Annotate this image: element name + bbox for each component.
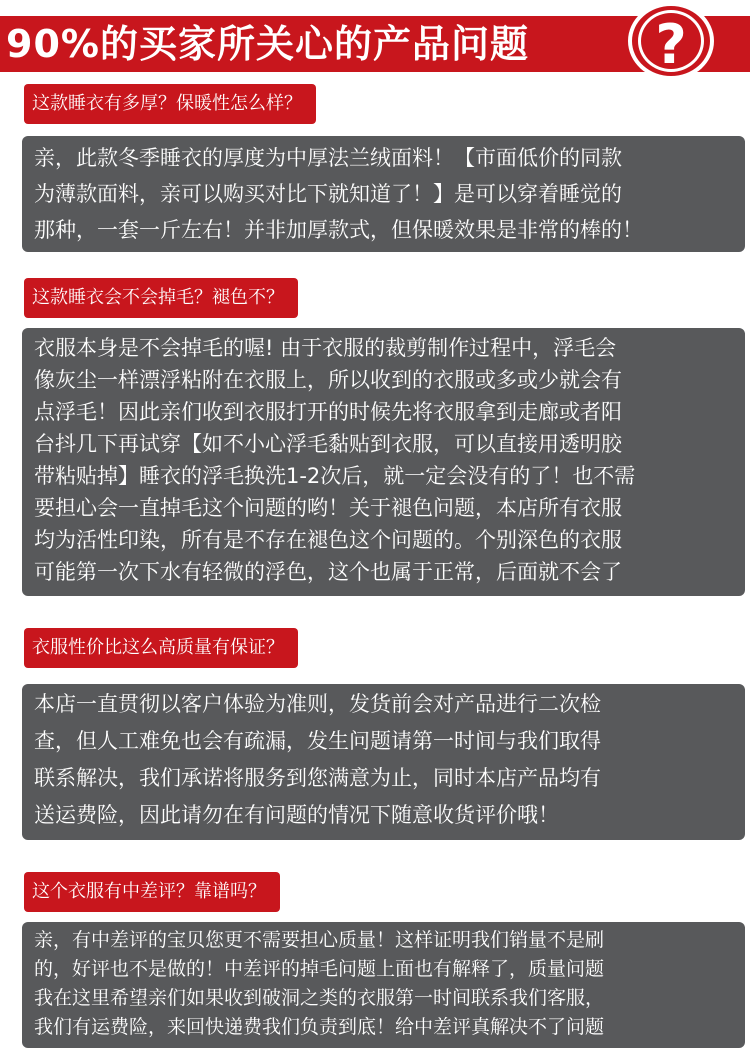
answer-line: 查，但人工难免也会有疏漏，发生问题请第一时间与我们取得	[34, 729, 601, 753]
answer-line: 的，好评也不是做的！中差评的掉毛问题上面也有解释了，质量问题	[34, 958, 605, 980]
answer-line: 衣服本身是不会掉毛的喔! 由于衣服的裁剪制作过程中，浮毛会	[34, 336, 617, 360]
question-mark-icon	[628, 2, 714, 80]
page-title: 90%的买家所关心的产品问题	[6, 22, 529, 66]
answer-line: 像灰尘一样漂浮粘附在衣服上，所以收到的衣服或多或少就会有	[34, 368, 622, 392]
faq-question-4: 这个衣服有中差评？靠谱吗？	[24, 872, 280, 912]
page-header	[0, 0, 750, 84]
answer-line: 台抖几下再试穿【如不小心浮毛黏贴到衣服，可以直接用透明胶	[34, 432, 622, 456]
answer-line: 为薄款面料，亲可以购买对比下就知道了！】是可以穿着睡觉的	[34, 182, 622, 206]
answer-line: 联系解决，我们承诺将服务到您满意为止，同时本店产品均有	[34, 766, 601, 790]
faq-question-3: 衣服性价比这么高质量有保证？	[24, 628, 298, 668]
faq-question-1: 这款睡衣有多厚？保暖性怎么样？	[24, 84, 316, 124]
question-mark-glyph: ?	[638, 10, 704, 72]
faq-answer-4	[22, 922, 745, 1048]
answer-line: 我们有运费险，来回快递费我们负责到底！给中差评真解决不了问题	[34, 1016, 605, 1038]
faq-answer-1	[22, 136, 745, 252]
answer-line: 送运费险，因此请勿在有问题的情况下随意收货评价哦！	[34, 803, 559, 827]
answer-line: 亲，有中差评的宝贝您更不需要担心质量！这样证明我们销量不是刷	[34, 929, 605, 951]
answer-line: 亲，此款冬季睡衣的厚度为中厚法兰绒面料！【市面低价的同款	[34, 146, 622, 170]
answer-line: 均为活性印染，所有是不存在褪色这个问题的。个别深色的衣服	[34, 528, 622, 552]
faq-answer-2	[22, 328, 745, 596]
answer-line: 可能第一次下水有轻微的浮色，这个也属于正常，后面就不会了	[34, 560, 622, 584]
faq-answer-3	[22, 684, 745, 840]
answer-line: 本店一直贯彻以客户体验为准则，发货前会对产品进行二次检	[34, 692, 601, 716]
answer-line: 要担心会一直掉毛这个问题的哟！关于褪色问题，本店所有衣服	[34, 496, 622, 520]
answer-line: 带粘贴掉】睡衣的浮毛换洗1-2次后，就一定会没有的了！也不需	[34, 464, 636, 488]
answer-line: 那种，一套一斤左右！并非加厚款式，但保暖效果是非常的棒的！	[34, 218, 643, 242]
answer-line: 我在这里希望亲们如果收到破洞之类的衣服第一时间联系我们客服，	[34, 987, 605, 1009]
faq-question-2: 这款睡衣会不会掉毛？褪色不？	[24, 278, 298, 318]
answer-line: 点浮毛！因此亲们收到衣服打开的时候先将衣服拿到走廊或者阳	[34, 400, 622, 424]
